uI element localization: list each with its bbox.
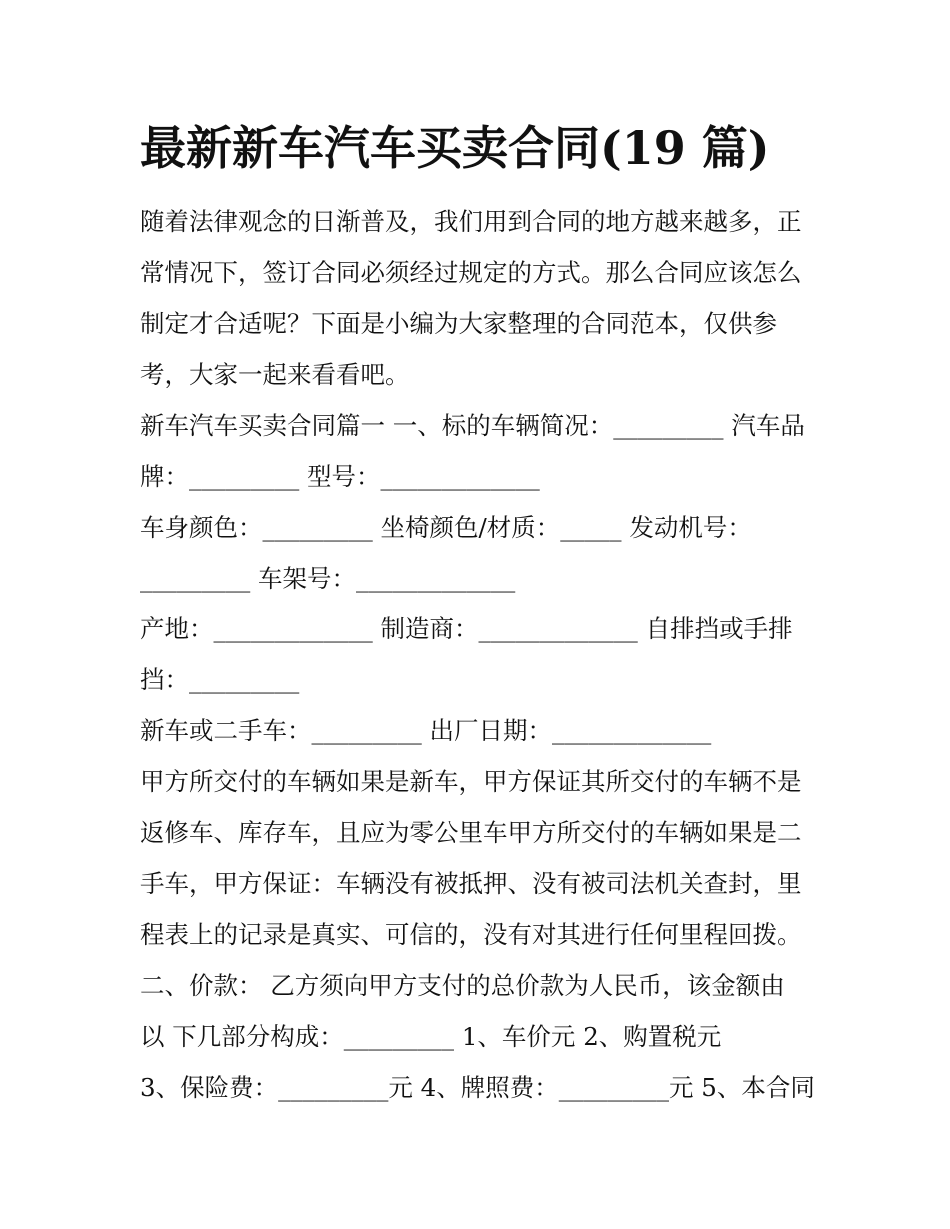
body-line: 二、价款： 乙方须向甲方支付的总价款为人民币，该金额由 [140,971,785,1000]
body-line: 挡：_________ [140,665,300,694]
body-line: 随着法律观念的日渐普及，我们用到合同的地方越来越多，正 [140,207,802,236]
body-line: 新车汽车买卖合同篇一 一、标的车辆简况：_________ 汽车品 [140,411,805,440]
body-line: 以 下几部分构成：_________ 1、车价元 2、购置税元 [140,1022,722,1051]
body-line: 常情况下，签订合同必须经过规定的方式。那么合同应该怎么 [140,258,802,287]
body-line: 返修车、库存车，且应为零公里车甲方所交付的车辆如果是二 [140,818,802,847]
body-line: 程表上的记录是真实、可信的，没有对其进行任何里程回拨。 [140,920,802,949]
body-line: 新车或二手车：_________ 出厂日期：_____________ [140,716,712,745]
body-line: 车身颜色：_________ 坐椅颜色/材质：_____ 发动机号： [140,513,752,542]
body-line: 甲方所交付的车辆如果是新车，甲方保证其所交付的车辆不是 [140,767,802,796]
body-line: 牌：_________ 型号：_____________ [140,462,540,491]
body-line: 考，大家一起来看看吧。 [140,360,410,389]
body-line: 产地：_____________ 制造商：_____________ 自排挡或手排 [140,614,793,643]
body-line: 制定才合适呢？下面是小编为大家整理的合同范本，仅供参 [140,309,777,338]
body-line: _________ 车架号：_____________ [140,564,516,593]
body-line: 手车，甲方保证：车辆没有被抵押、没有被司法机关查封，里 [140,869,802,898]
body-line: 3、保险费：_________元 4、牌照费：_________元 5、本合同 [140,1073,815,1102]
document-title: 最新新车汽车买卖合同(19 篇) [140,121,770,175]
